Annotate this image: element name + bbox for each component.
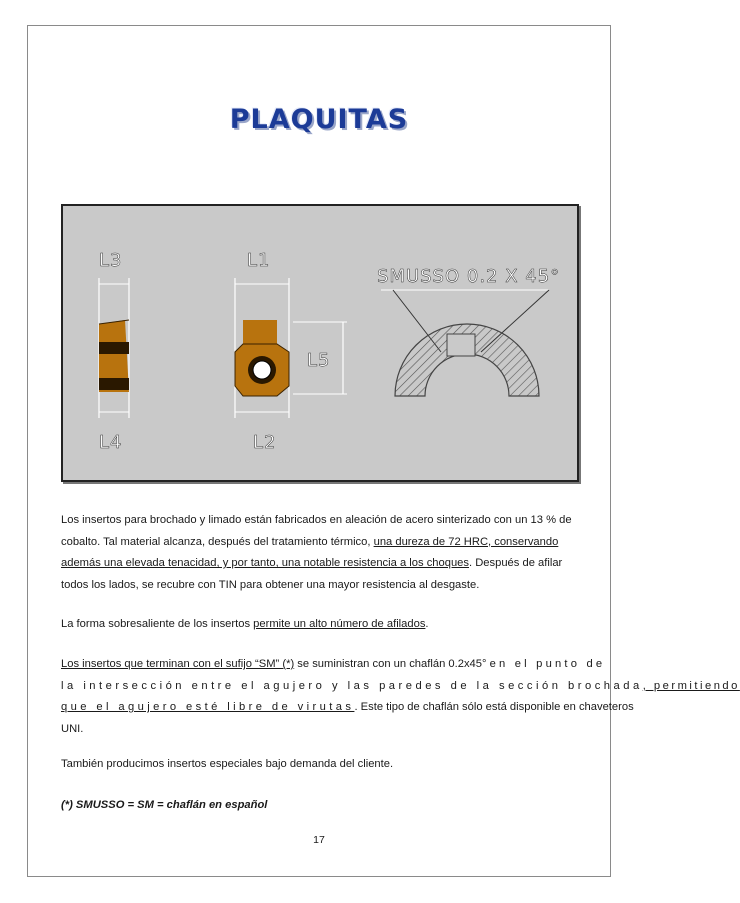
p2-underlined: permite un alto número de afilados (253, 618, 426, 630)
label-l1: L1 (247, 250, 271, 271)
label-l2: L2 (253, 432, 277, 453)
p1-line2-text: cobalto. Tal material alcanza, después del tratamiento térmico, (61, 535, 374, 548)
inserts-drawing (63, 206, 581, 484)
p2-line1 (61, 614, 585, 636)
footnote: (*) SMUSSO = SM = chaflán en español (61, 799, 268, 811)
p3-line3-underlined: que el agujero esté libre de virutas (61, 701, 355, 713)
p1-line2 (61, 532, 585, 554)
inserts-diagram (61, 204, 579, 482)
label-l4: L4 (99, 432, 123, 453)
p3-line1-spaced: en el punto de (489, 658, 606, 670)
p2-text: La forma sobresaliente de los insertos (61, 618, 254, 630)
paragraph-materials (61, 510, 585, 596)
p4-line1: También producimos insertos especiales bajo demanda del cliente. (61, 758, 394, 770)
p3-line2-underlined: , permitiendo (642, 679, 740, 692)
p1-line1: Los insertos para brochado y limado están fabricados en aleación de acero sinterizado con un 13 % de (61, 514, 572, 526)
label-l5: L5 (307, 350, 331, 371)
p3-line1 (61, 654, 606, 676)
p3-line4: UNI. (61, 722, 84, 735)
paragraph-special (61, 754, 585, 776)
p1-line3-underlined: además una elevada tenacidad, y por tanto, una notable resistencia a los choques (61, 557, 469, 569)
p3-line2-spaced: la intersección entre el agujero y las paredes de la sección brochada (61, 679, 643, 692)
paragraph-sm-suffix (61, 654, 740, 740)
p3-line2 (61, 676, 740, 698)
chamfer-detail (381, 290, 549, 396)
paragraph-shape (61, 614, 585, 636)
front-view-insert (235, 278, 347, 418)
p1-line4: todos los lados, se recubre con TIN para obtener una mayor resistencia al desgaste. (61, 578, 480, 591)
p2-period: . (425, 618, 429, 630)
page-title: PLAQUITAS (229, 104, 409, 135)
p1-line2-underlined: una dureza de 72 HRC, conservando (373, 535, 559, 548)
p3-line1-underlined: Los insertos que terminan con el sufijo “SM” (*) (61, 658, 295, 670)
p3-line1-text: se suministran con un chaflán 0.2x45° (294, 658, 490, 670)
p3-line3-text: . Este tipo de chaflán sólo está disponible en chaveteros (354, 701, 634, 713)
side-view-insert (99, 278, 129, 418)
p3-line3 (61, 697, 634, 719)
p1-line3 (61, 553, 585, 575)
label-l3: L3 (99, 250, 123, 271)
page-number: 17 (313, 834, 325, 846)
p1-line3-text: . Después de afilar (469, 557, 563, 569)
label-chamfer: SMUSSO 0.2 X 45° (377, 266, 561, 287)
